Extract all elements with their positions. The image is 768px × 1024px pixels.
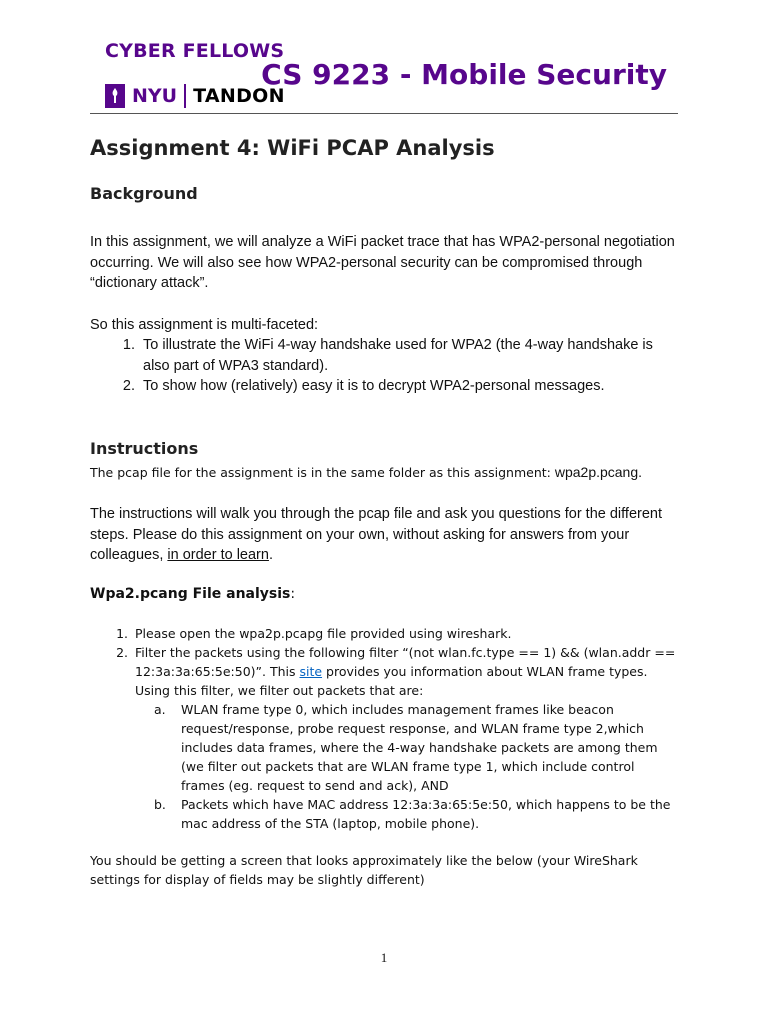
instructions-end: . (268, 547, 273, 563)
analysis-steps (90, 624, 680, 833)
pcap-file-note (90, 463, 680, 482)
logo-divider (184, 84, 186, 108)
course-title: CS 9223 - Mobile Security (261, 58, 667, 91)
nyu-torch-icon (105, 84, 125, 108)
nyu-tandon-logo (105, 82, 285, 110)
list-item (90, 643, 680, 700)
tandon-logo-text: TANDON (193, 85, 285, 107)
list-item-number: 2. (122, 378, 135, 394)
goals-list (90, 335, 680, 397)
filter-criteria-list (90, 700, 680, 833)
list-item (154, 700, 680, 795)
step-number: 1. (116, 626, 128, 641)
list-item (90, 376, 680, 397)
filter-instruction-text: Filter the packets using the following filter “(not wlan.fc.type == 1) && (wlan.addr == 12:3a:3a:65:5e:50)”. This (135, 645, 676, 679)
multi-faceted-paragraph: So this assignment is multi-faceted: (90, 317, 319, 333)
instructions-paragraph (90, 504, 680, 566)
assignment-title: Assignment 4: WiFi PCAP Analysis (90, 136, 495, 160)
in-order-to-learn-text: in order to learn (167, 547, 269, 563)
list-item (154, 795, 680, 833)
list-item-text: To show how (relatively) easy it is to decrypt WPA2-personal messages. (143, 378, 605, 394)
nyu-logo-text: NYU (132, 85, 178, 107)
background-heading: Background (90, 184, 198, 203)
pcap-note-text: The pcap file for the assignment is in the same folder as this assignment: (90, 465, 555, 480)
header-divider (90, 113, 678, 114)
step-number: 2. (116, 645, 128, 660)
sub-step-text: WLAN frame type 0, which includes management frames like beacon request/response, probe request response, and WLAN frame type 2,which includes data frames, where the 4-way handshake packets are among them (we filter out packets that are WLAN frame type 1, which include control frames (eg. request to send and ack), AND (181, 702, 658, 793)
site-link[interactable]: site (299, 664, 323, 679)
filter-instruction-rest: provides you information about WLAN frame types. Using this filter, we filter out packets that are: (135, 664, 648, 698)
background-paragraph: In this assignment, we will analyze a WiFi packet trace that has WPA2-personal negotiation occurring. We will also see how WPA2-personal security can be compromised through “dictionary attack”. (90, 234, 675, 291)
instructions-heading: Instructions (90, 439, 199, 458)
instructions-text: The instructions will walk you through the pcap file and ask you questions for the different steps. Please do this assignment on your own, without asking for answers from your colleagues, (90, 506, 662, 563)
list-item-text: To illustrate the WiFi 4-way handshake used for WPA2 (the 4-way handshake is also part of WPA3 standard). (143, 337, 653, 374)
file-analysis-heading-text: Wpa2.pcang File analysis (90, 586, 291, 602)
page-number: 1 (380, 950, 388, 965)
list-item (90, 335, 680, 376)
step-text (135, 643, 680, 700)
file-analysis-colon: : (290, 586, 296, 602)
cyber-fellows-logo-text: CYBER FELLOWS (105, 40, 285, 62)
list-item (90, 624, 680, 643)
file-analysis-heading (90, 586, 295, 602)
list-item-number: 1. (122, 337, 135, 353)
sub-step-text: Packets which have MAC address 12:3a:3a:65:5e:50, which happens to be the mac address of the STA (laptop, mobile phone). (181, 797, 671, 831)
closing-paragraph: You should be getting a screen that looks approximately like the below (your WireShark settings for display of fields may be slightly different) (90, 853, 638, 887)
step-text: Please open the wpa2p.pcapg file provided using wireshark. (135, 626, 512, 641)
sub-step-letter: a. (154, 702, 166, 717)
pcap-file-name: wpa2p.pcang. (554, 464, 643, 480)
sub-step-letter: b. (154, 797, 166, 812)
